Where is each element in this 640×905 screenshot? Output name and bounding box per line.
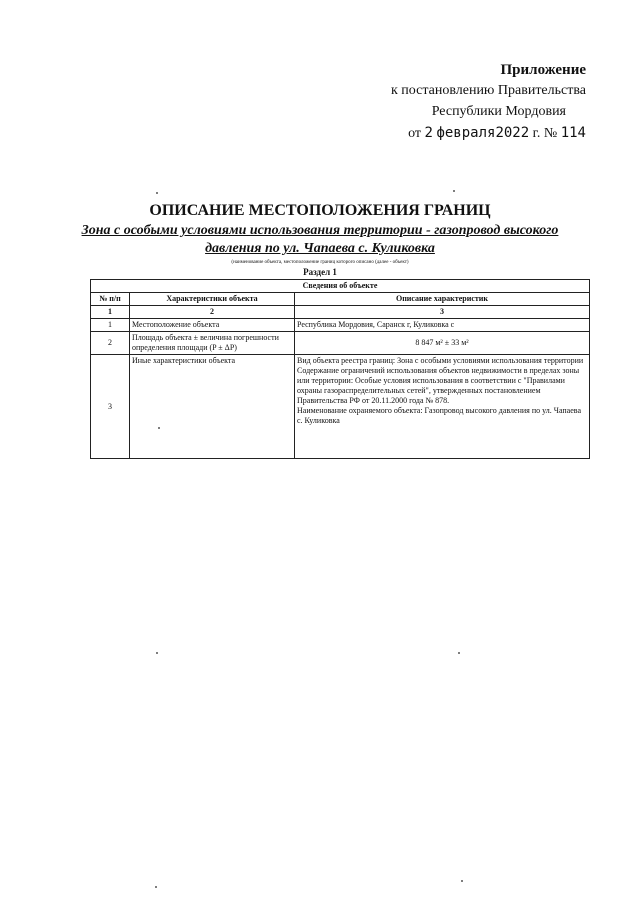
decree-number: 114 [560, 125, 586, 141]
row-number: 3 [91, 355, 130, 459]
table-caption-row [91, 280, 590, 293]
date-suffix: г. № [532, 126, 558, 141]
appendix-date [391, 122, 586, 145]
scan-speck [156, 192, 158, 194]
header-characteristic: Характеристики объекта [130, 293, 295, 306]
header-description: Описание характеристик [295, 293, 590, 306]
table-header-row [91, 293, 590, 306]
date-month-year: февраля2022 [436, 125, 530, 141]
row-characteristic: Площадь объекта ± величина погрешности определения площади (P ± ΔP) [130, 332, 295, 355]
scan-speck [158, 427, 160, 429]
scan-speck [156, 652, 158, 654]
colnum-1: 1 [91, 306, 130, 319]
header-number: № п/п [91, 293, 130, 306]
row-characteristic: Местоположение объекта [130, 319, 295, 332]
appendix-title: Приложение [500, 62, 586, 78]
row-characteristic: Иные характеристики объекта [130, 355, 295, 459]
row-description [295, 355, 590, 459]
appendix-line-2: Республики Мордовия [431, 104, 566, 119]
table-row [91, 319, 590, 332]
scan-speck [155, 886, 157, 888]
scan-speck [453, 190, 455, 192]
colnum-2: 2 [130, 306, 295, 319]
appendix-line-1: к постановлению Правительства [390, 83, 586, 98]
description-line: Наименование охраняемого объекта: Газопровод высокого давления по ул. Чапаева с. Куликовка [297, 406, 582, 425]
document-title: ОПИСАНИЕ МЕСТОПОЛОЖЕНИЯ ГРАНИЦ [149, 202, 491, 219]
object-table [90, 279, 590, 459]
date-day: 2 [424, 125, 433, 141]
table-row [91, 332, 590, 355]
date-prefix: от [408, 126, 422, 141]
document-subtitle [80, 222, 560, 258]
document-heading [80, 200, 560, 266]
scan-speck [461, 880, 463, 882]
description-line: Содержание ограничений использования объектов недвижимости в пределах зоны или территории: Особые условия использования в соответствии с "Правилами охраны газораспределительных сетей", утвержденных постановлением Правительства РФ от 20.11.2000 года № 878. [297, 366, 580, 405]
table-row [91, 355, 590, 459]
subtitle-caption: (наименование объекта, местоположение границ которого описано (далее - объект) [231, 260, 409, 265]
row-number: 1 [91, 319, 130, 332]
row-description: Республика Мордовия, Саранск г, Куликовка с [295, 319, 590, 332]
colnum-3: 3 [295, 306, 590, 319]
row-description: 8 847 м² ± 33 м² [295, 332, 590, 355]
subtitle-line-1: Зона с особыми условиями использования территории - газопровод высокого [81, 223, 559, 238]
table-caption: Сведения об объекте [91, 280, 590, 293]
description-line: Вид объекта реестра границ: Зона с особыми условиями использования территории [297, 356, 584, 365]
row-number: 2 [91, 332, 130, 355]
scan-speck [458, 652, 460, 654]
subtitle-line-2: давления по ул. Чапаева с. Куликовка [205, 241, 435, 256]
appendix-block [391, 60, 586, 145]
section-label: Раздел 1 [303, 267, 337, 277]
table-colnum-row [91, 306, 590, 319]
